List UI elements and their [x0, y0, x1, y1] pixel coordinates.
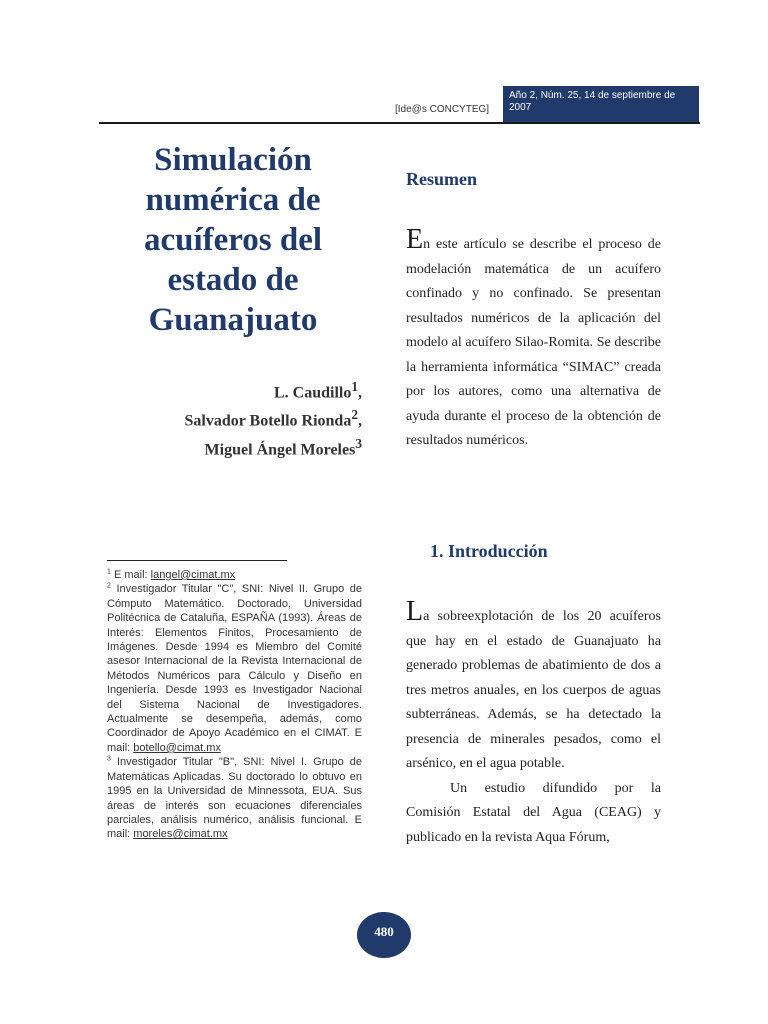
- author-2: Salvador Botello Rionda$^2$,: [184, 407, 362, 430]
- author-list: [100, 376, 362, 461]
- drop-cap: L: [406, 596, 424, 627]
- resumen-paragraph: En este artículo se describe el proceso de modelación matemática de un acuífero confinado y no confinado. Se presentan resultados numéricos de la aplicación del modelo al acuífero Silao-Romita. Se describe la herramienta informática “SIMAC” creada por los autores, como una alternativa de ayuda durante el proceso de la obtención de resultados numéricos.: [406, 224, 661, 448]
- author-3: Miguel Ángel Moreles$^3$: [204, 435, 362, 458]
- footnote-rule: [107, 560, 287, 561]
- issue-box: Año 2, Núm. 25, 14 de septiembre de 2007: [503, 86, 699, 122]
- email-link[interactable]: moreles@cimat.mx: [133, 828, 228, 841]
- introduccion-body: [406, 596, 661, 850]
- drop-cap: E: [406, 224, 424, 255]
- intro-paragraph-2: Un estudio difundido por la Comisión Estatal del Agua (CEAG) y publicado en la revista Aqua Fórum,: [406, 780, 661, 845]
- footnotes: [107, 568, 362, 842]
- footnote-2: $^2$ Investigador Titular "C", SNI: Nivel II. Grupo de Cómputo Matemático. Doctorado, Universidad Politécnica de Cataluña, ESPAÑA (1993). Áreas de Interés: Elementos Finitos, Procesamiento de Imágenes. Desde 1994 es Miembro del Comité asesor Internacional de la Revista Internacional de Métodos Numéricos para Cálculo y Diseño en Ingeniería. Desde 1993 es Investigador Nacional del Sistema Nacional de Investigadores. Actualmente se desempeña, además, como Coordinador de Apoyo Académico en el CIMAT. E mail: botello@cimat.mx: [107, 582, 362, 754]
- email-link[interactable]: langel@cimat.mx: [150, 569, 236, 581]
- article-title: Simulación numérica de acuíferos del estado de Guanajuato: [143, 142, 323, 338]
- resumen-body: [406, 224, 661, 454]
- email-link[interactable]: botello@cimat.mx: [133, 741, 221, 754]
- header-rule: [99, 122, 700, 124]
- footnote-1: $^1$ E mail: langel@cimat.mx: [107, 568, 236, 581]
- resumen-heading: Resumen: [406, 169, 477, 189]
- author-1: L. Caudillo$^1$,: [273, 379, 362, 402]
- page-number-badge: 480: [357, 912, 411, 958]
- intro-paragraph-1: La sobreexplotación de los 20 acuíferos que hay en el estado de Guanajuato ha generado problemas de abatimiento de dos a tres metros anuales, en los cuerpos de aguas subterráneas. Además, se ha detectado la presencia de minerales pesados, como el arsénico, en el agua potable.: [406, 596, 661, 771]
- footnote-3: $^3$ Investigador Titular "B", SNI: Nivel I. Grupo de Matemáticas Aplicadas. Su doctorado lo obtuvo en 1995 en la Universidad de Minnessota, EUA. Sus áreas de interés son ecuaciones diferenciales parciales, análisis numérico, análisis funcional. E mail: moreles@cimat.mx: [107, 755, 362, 841]
- journal-name: [Ide@s CONCYTEG]: [395, 104, 490, 115]
- introduccion-heading: 1. Introducción: [430, 541, 548, 561]
